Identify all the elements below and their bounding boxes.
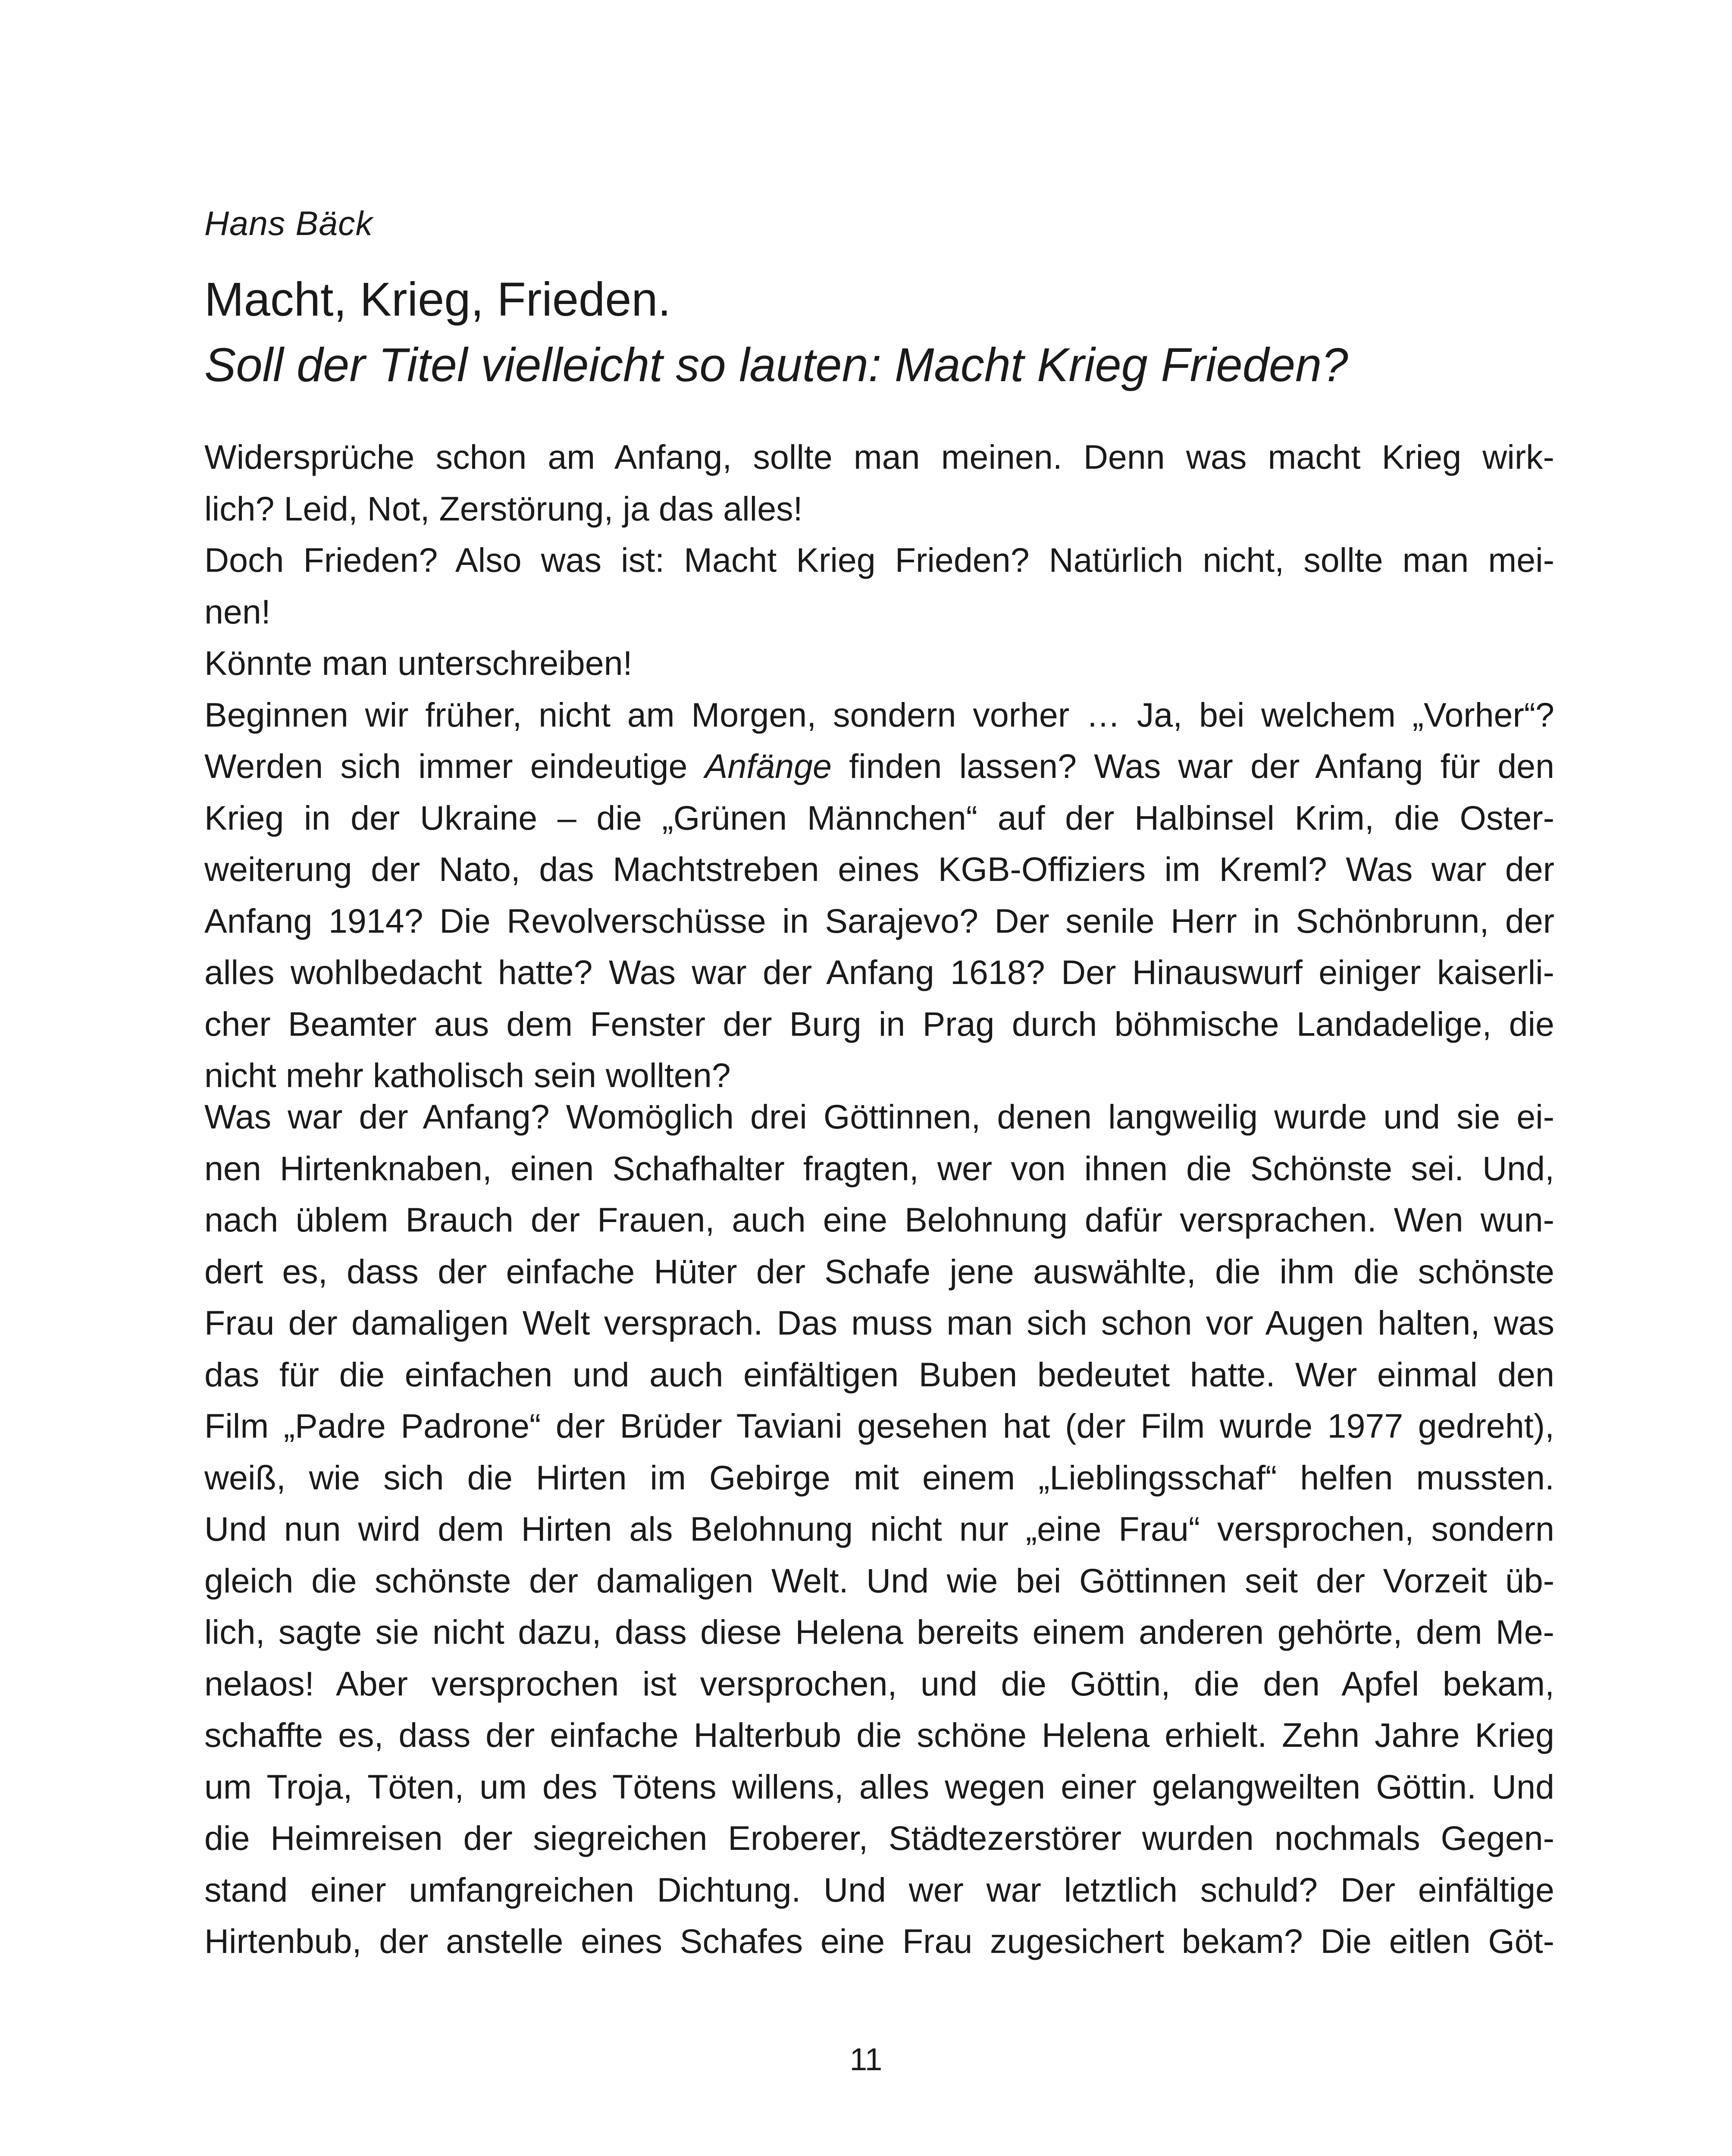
text-line: die Heimreisen der siegreichen Eroberer, Städtezerstörer wurden nochmals Gegen-: [204, 1819, 1554, 1857]
text-line: Beginnen wir früher, nicht am Morgen, sondern vorher … Ja, bei welchem „Vorher“?: [204, 695, 1554, 734]
author-name: Hans Bäck: [204, 204, 373, 242]
text-line: nen Hirtenknaben, einen Schafhalter fragten, wer von ihnen die Schönste sei. Und,: [204, 1149, 1554, 1188]
text-line: Widersprüche schon am Anfang, sollte man meinen. Denn was macht Krieg wirk-: [204, 438, 1554, 476]
text-line: lich, sagte sie nicht dazu, dass diese Helena bereits einem anderen gehörte, dem Me-: [204, 1613, 1554, 1651]
text-line: lich? Leid, Not, Zerstörung, ja das alles!: [204, 489, 803, 528]
text-line: Krieg in der Ukraine – die „Grünen Männchen“ auf der Halbinsel Krim, die Oster-: [204, 798, 1554, 837]
text-line: das für die einfachen und auch einfältigen Buben bedeutet hatte. Wer einmal den: [204, 1355, 1554, 1394]
text-line: alles wohlbedacht hatte? Was war der Anfang 1618? Der Hinauswurf einiger kaiserli-: [204, 953, 1554, 991]
text-line: Hirtenbub, der anstelle eines Schafes eine Frau zugesichert bekam? Die eitlen Göt-: [204, 1922, 1554, 1960]
text-line: stand einer umfangreichen Dichtung. Und wer war letztlich schuld? Der einfältige: [204, 1870, 1554, 1909]
text-line: gleich die schönste der damaligen Welt. Und wie bei Göttinnen seit der Vorzeit üb-: [204, 1561, 1554, 1600]
paragraph-2: [204, 1091, 1554, 1967]
text-line: Könnte man unterschreiben!: [204, 644, 633, 682]
text-line: weiterung der Nato, das Machtstreben eines KGB-Offiziers im Kreml? Was war der: [204, 850, 1554, 888]
text-line: Film „Padre Padrone“ der Brüder Taviani gesehen hat (der Film wurde 1977 gedreht),: [204, 1407, 1554, 1445]
text-segment: finden lassen? Was war der Anfang für den: [849, 747, 1554, 785]
text-line: nelaos! Aber versprochen ist versprochen, und die Göttin, die den Apfel bekam,: [204, 1664, 1554, 1703]
text-segment: Werden sich immer eindeutige: [204, 747, 688, 785]
text-line: Frau der damaligen Welt versprach. Das muss man sich schon vor Augen halten, was: [204, 1304, 1554, 1342]
emphasized-word: Anfänge: [705, 747, 832, 785]
chapter-title: Macht, Krieg, Frieden.: [204, 273, 671, 326]
text-line: Anfang 1914? Die Revolverschüsse in Sarajevo? Der senile Herr in Schönbrunn, der: [204, 901, 1554, 940]
text-line: nen!: [204, 592, 271, 631]
text-line: um Troja, Töten, um des Tötens willens, alles wegen einer gelangweilten Göttin. Und: [204, 1767, 1554, 1806]
chapter-subtitle: Soll der Titel vielleicht so lauten: Macht Krieg Frieden?: [204, 338, 1348, 392]
text-line: nach üblem Brauch der Frauen, auch eine Belohnung dafür versprachen. Wen wun-: [204, 1200, 1554, 1239]
text-line: schaffte es, dass der einfache Halterbub die schöne Helena erhielt. Zehn Jahre Krieg: [204, 1716, 1554, 1754]
text-line: cher Beamter aus dem Fenster der Burg in Prag durch böhmische Landadelige, die: [204, 1004, 1554, 1043]
text-line: Was war der Anfang? Womöglich drei Göttinnen, denen langweilig wurde und sie ei-: [204, 1097, 1554, 1136]
paragraph-1: [204, 431, 1554, 1101]
text-line: nicht mehr katholisch sein wollten?: [204, 1056, 731, 1094]
text-line: Und nun wird dem Hirten als Belohnung nicht nur „eine Frau“ versprochen, sondern: [204, 1510, 1554, 1548]
text-line-with-emphasis: [204, 740, 1554, 792]
text-line: Doch Frieden? Also was ist: Macht Krieg Frieden? Natürlich nicht, sollte man mei-: [204, 541, 1554, 579]
text-line: dert es, dass der einfache Hüter der Schafe jene auswählte, die ihm die schönste: [204, 1252, 1554, 1291]
page-number: 11: [849, 2042, 883, 2077]
text-line: weiß, wie sich die Hirten im Gebirge mit einem „Lieblingsschaf“ helfen mussten.: [204, 1458, 1554, 1497]
